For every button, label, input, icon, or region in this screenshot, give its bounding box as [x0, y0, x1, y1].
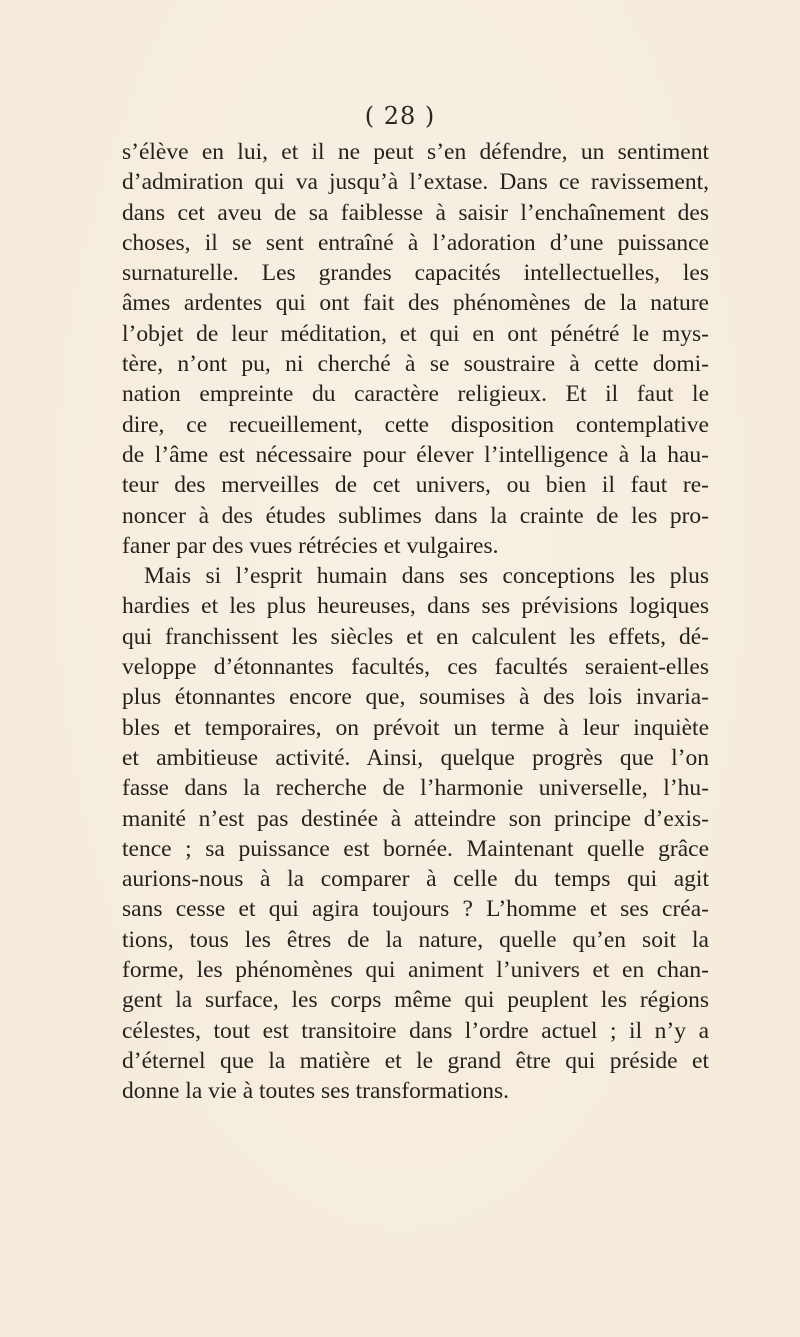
text-line: faner par des vues rétrécies et vulgaires.	[122, 532, 499, 559]
paragraph-1	[122, 137, 709, 561]
text-line: tions, tous les êtres de la nature, quelle qu’en soit la	[122, 926, 709, 953]
text-line: plus étonnantes encore que, soumises à des lois invaria-	[122, 684, 709, 711]
text-line: forme, les phénomènes qui animent l’univers et en chan-	[122, 957, 709, 984]
paragraph-2	[122, 561, 709, 1106]
text-line: l’objet de leur méditation, et qui en ont pénétré le mys-	[122, 320, 709, 347]
text-line: sans cesse et qui agira toujours ? L’homme et ses créa-	[122, 896, 709, 923]
text-line: Mais si l’esprit humain dans ses conceptions les plus	[144, 563, 709, 590]
text-line: qui franchissent les siècles et en calculent les effets, dé-	[122, 623, 709, 650]
text-line: d’admiration qui va jusqu’à l’extase. Dans ce ravissement,	[122, 169, 709, 196]
text-line: dire, ce recueillement, cette disposition contemplative	[122, 411, 709, 438]
text-line: surnaturelle. Les grandes capacités intellectuelles, les	[122, 260, 709, 287]
text-line: tère, n’ont pu, ni cherché à se soustraire à cette domi-	[122, 351, 709, 378]
text-line: choses, il se sent entraîné à l’adoration d’une puissance	[122, 229, 709, 256]
text-line: teur des merveilles de cet univers, ou bien il faut re-	[122, 472, 709, 499]
text-line: célestes, tout est transitoire dans l’ordre actuel ; il n’y a	[122, 1017, 709, 1044]
text-line: de l’âme est nécessaire pour élever l’intelligence à la hau-	[122, 441, 709, 468]
text-line: veloppe d’étonnantes facultés, ces facultés seraient-elles	[122, 654, 709, 681]
text-line: nation empreinte du caractère religieux. Et il faut le	[122, 381, 709, 408]
text-line: d’éternel que la matière et le grand être qui préside et	[122, 1047, 709, 1074]
text-line: gent la surface, les corps même qui peuplent les régions	[122, 987, 709, 1014]
text-line: manité n’est pas destinée à atteindre son principe d’exis-	[122, 805, 709, 832]
text-line: fasse dans la recherche de l’harmonie universelle, l’hu-	[122, 775, 709, 802]
text-line: s’élève en lui, et il ne peut s’en défendre, un sentiment	[122, 139, 709, 165]
body-text	[122, 137, 709, 1107]
text-line: dans cet aveu de sa faiblesse à saisir l’enchaînement des	[122, 199, 709, 226]
text-line: hardies et les plus heureuses, dans ses prévisions logiques	[122, 593, 709, 620]
text-line: donne la vie à toutes ses transformations.	[122, 1078, 510, 1105]
text-line: aurions-nous à la comparer à celle du temps qui agit	[122, 866, 709, 893]
text-line: tence ; sa puissance est bornée. Maintenant quelle grâce	[122, 835, 709, 862]
text-line: âmes ardentes qui ont fait des phénomènes de la nature	[122, 290, 709, 317]
text-line: bles et temporaires, on prévoit un terme à leur inquiète	[122, 714, 709, 741]
text-line: et ambitieuse activité. Ainsi, quelque progrès que l’on	[122, 744, 709, 771]
page-number: ( 28 )	[364, 102, 436, 130]
text-line: noncer à des études sublimes dans la crainte de les pro-	[122, 502, 709, 529]
